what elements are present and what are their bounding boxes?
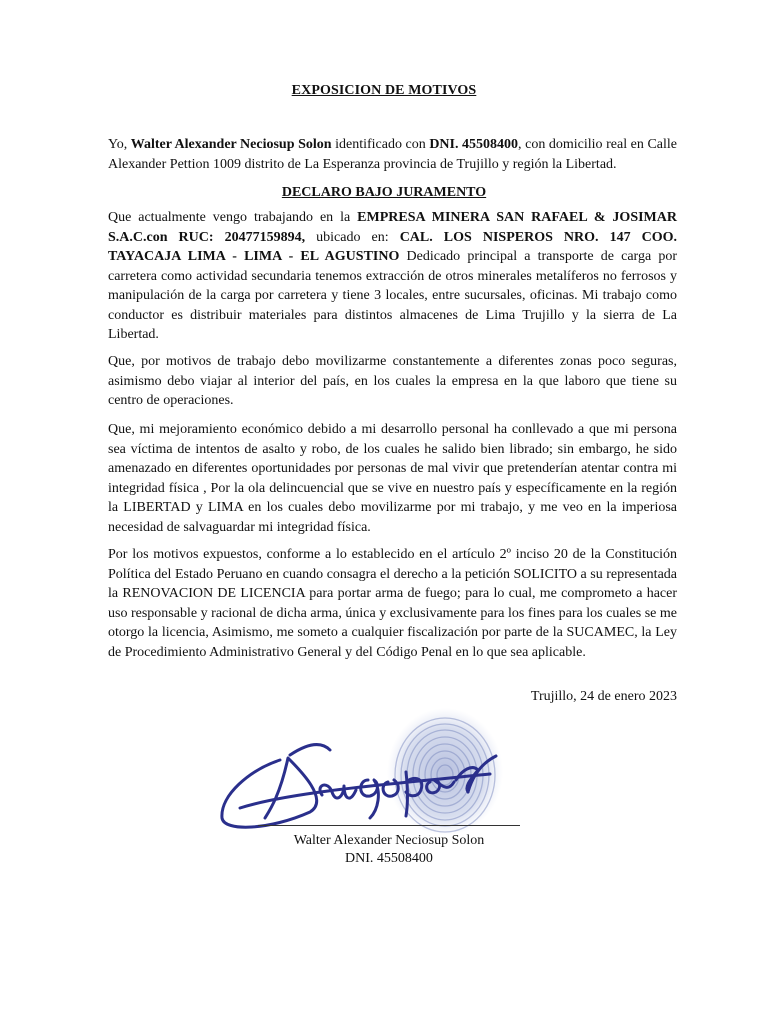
p1-name: Walter Alexander Neciosup Solon (130, 137, 332, 152)
paragraph-request: Por los motivos expuestos, conforme a lo establecido en el artículo 2º inciso 20 de la Constitución Política del Estado Peruano en cuando consagra el derecho a la petición SOLICITO a su representada la RENOVACION DE LICENCIA para portar arma de fuego; para lo cual, me comprometo a hacer uso responsable y racional de dicha arma, única y exclusivamente para los fines para los cuales se me otorgo la licencia, Asimismo, me someto a cualquier fiscalización por parte de la SUCAMEC, la Ley de Procedimiento Administrativo General y del Código Penal en lo que sea aplicable. (108, 547, 677, 660)
p1-text-a: Yo, (108, 137, 131, 152)
document-date: Trujillo, 24 de enero 2023 (530, 689, 677, 704)
p2-company: EMPRESA MINERA SAN RAFAEL & JOSIMAR S.A.C.con RUC: 20477159894, (108, 210, 677, 245)
signature-line (258, 825, 520, 826)
p2-address: CAL. LOS NISPEROS NRO. 147 COO. TAYACAJA LIMA - LIMA - EL AGUSTINO (108, 229, 678, 264)
paragraph-employment (108, 208, 677, 345)
p1-text-c: identificado con (331, 137, 430, 152)
signer-dni: DNI. 45508400 (345, 851, 433, 866)
section-heading: DECLARO BAJO JURAMENTO (281, 185, 487, 200)
paragraph-work-travel: Que, por motivos de trabajo debo movilizarme constantemente a diferentes zonas poco seguras, asimismo debo viajar al interior del país, en los cuales la empresa en la que laboro que tiene su centro de operaciones. (108, 354, 677, 408)
p2-text-e: Dedicado principal a transporte de carga por carretera como actividad secundaria tenemos extracción de otros minerales metalíferos no ferrosos y manipulación de la carga por carretera y tiene 3 locales, entre sucursales, oficinas. Mi trabajo como conductor es distribuir materiales para distintos almacenes de Lima Trujillo y la sierra de La Libertad. (108, 249, 677, 342)
document-title: EXPOSICION DE MOTIVOS (291, 83, 477, 98)
signer-block (230, 832, 548, 868)
paragraph-identification (108, 135, 677, 174)
p1-text-e: , con domicilio real en Calle Alexander Pettion 1009 distrito de La Esperanza provincia de Trujillo y región la Libertad. (108, 137, 677, 172)
p1-dni: DNI. 45508400 (429, 137, 519, 152)
paragraph-threats: Que, mi mejoramiento económico debido a mi desarrollo personal ha conllevado a que mi persona sea víctima de intentos de asalto y robo, de los cuales he salido bien librado; sin embargo, he sido amenazado en diferentes oportunidades por personas de mal vivir que pretenderían atentar contra mi integridad física , Por la ola delincuencial que se vive en nuestro país y específicamente en la región la LIBERTAD y LIMA en los cuales debo movilizarme por mi trabajo, y me veo en la imperiosa necesidad de salvaguardar mi integridad física. (108, 422, 677, 535)
p2-text-a: Que actualmente vengo trabajando en la (108, 210, 358, 225)
handwritten-signature (210, 700, 510, 840)
signer-name: Walter Alexander Neciosup Solon (293, 833, 485, 848)
p2-text-c: ubicado en: (305, 229, 400, 245)
